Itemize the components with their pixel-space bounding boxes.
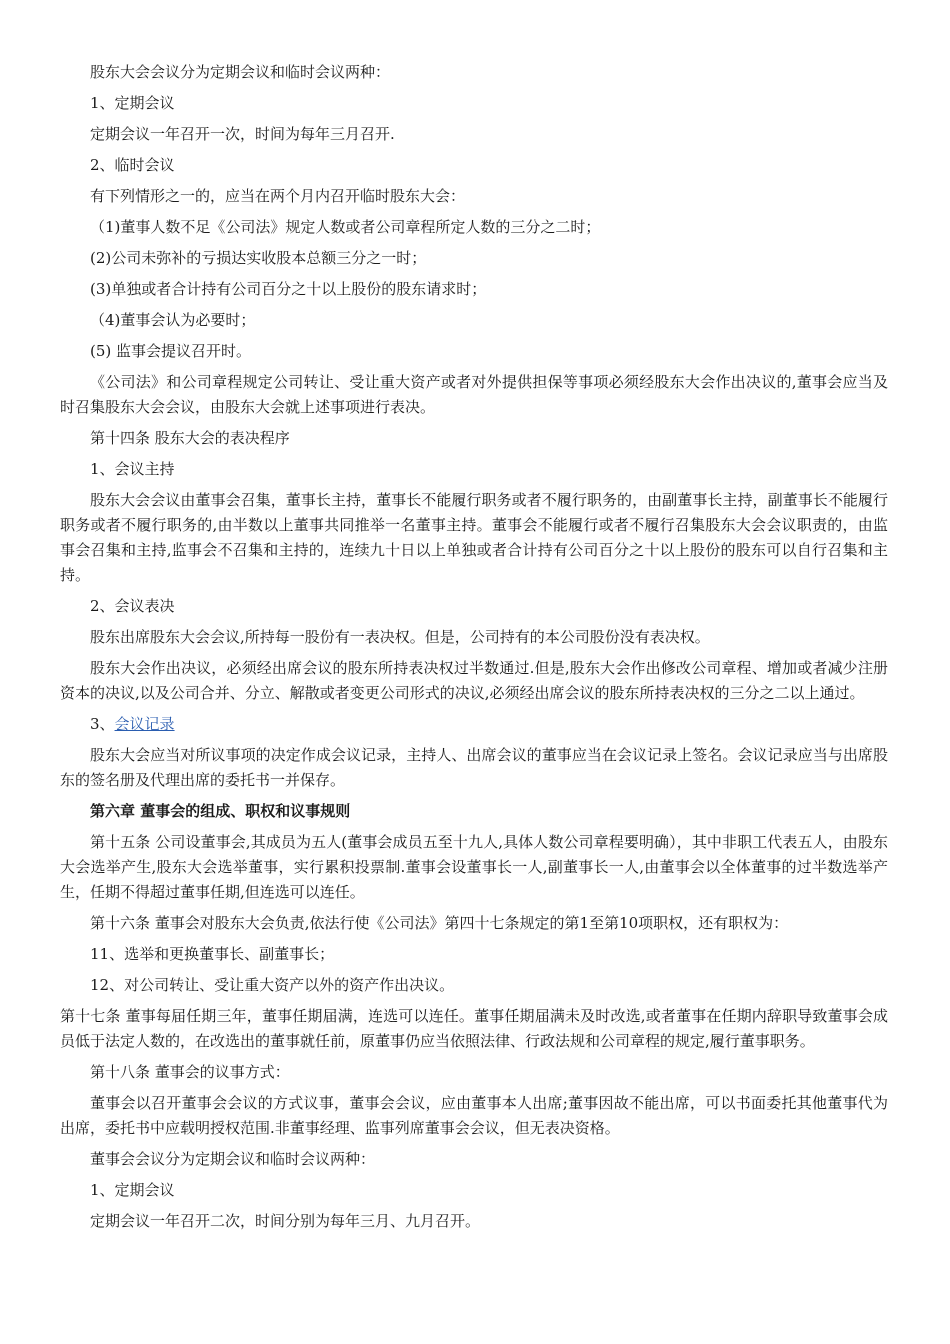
paragraph-3: 定期会议一年召开一次，时间为每年三月召开. [90,125,395,143]
chapter-heading: 第六章 董事会的组成、职权和议事规则 [90,802,351,820]
paragraph-4: 2、临时会议 [90,156,175,174]
paragraph-21: 第十五条 公司设董事会,其成员为五人(董事会成员五至十九人,具体人数公司章程要明确），其中非职工代表五人，由股东大会选举产生,股东大会选举董事，实行累积投票制.董事会设董事长一人,副董事长一人,由董事会以全体董事的过半数选举产生，任期不得超过董事任期,但连选可以连任。 [60,833,888,901]
paragraph-22: 第十六条 董事会对股东大会负责,依法行使《公司法》第四十七条规定的第1至第10项职权，还有职权为： [90,914,789,932]
paragraph-25: 第十七条 董事每届任期三年，董事任期届满，连选可以连任。董事任期届满未及时改选,或者董事在任期内辞职导致董事会成员低于法定人数的，在改选出的董事就任前，原董事仍应当依照法律、行政法规和公司章程的规定,履行董事职务。 [60,1007,888,1050]
paragraph-18 [60,712,888,737]
paragraph-27: 董事会以召开董事会会议的方式议事，董事会会议，应由董事本人出席;董事因故不能出席，可以书面委托其他董事代为出席，委托书中应载明授权范围.非董事经理、监事列席董事会会议，但无表决资格。 [60,1094,888,1137]
paragraph-28: 董事会会议分为定期会议和临时会议两种： [90,1150,376,1168]
paragraph-16: 股东出席股东大会会议,所持每一股份有一表决权。但是，公司持有的本公司股份没有表决权。 [90,628,710,646]
paragraph-10: (5) 监事会提议召开时。 [90,342,252,360]
paragraph-13: 1、会议主持 [90,460,175,478]
paragraph-29: 1、定期会议 [90,1181,175,1199]
paragraph-24: 12、对公司转让、受让重大资产以外的资产作出决议。 [90,976,455,994]
paragraph-14: 股东大会会议由董事会召集，董事长主持，董事长不能履行职务或者不履行职务的，由副董事长主持，副董事长不能履行职务或者不履行职务的,由半数以上董事共同推举一名董事主持。董事会不能履行或者不履行召集股东大会会议职责的，由监事会召集和主持,监事会不召集和主持的，连续九十日以上单独或者合计持有公司百分之十以上股份的股东可以自行召集和主持。 [60,491,888,584]
paragraph-5: 有下列情形之一的，应当在两个月内召开临时股东大会： [90,187,466,205]
paragraph-11: 《公司法》和公司章程规定公司转让、受让重大资产或者对外提供担保等事项必须经股东大会作出决议的,董事会应当及时召集股东大会会议，由股东大会就上述事项进行表决。 [60,373,888,416]
paragraph-19: 股东大会应当对所议事项的决定作成会议记录，主持人、出席会议的董事应当在会议记录上签名。会议记录应当与出席股东的签名册及代理出席的委托书一并保存。 [60,746,888,789]
paragraph-15: 2、会议表决 [90,597,175,615]
paragraph-9: （4)董事会认为必要时； [90,311,256,329]
paragraph-7: (2)公司未弥补的亏损达实收股本总额三分之一时； [90,249,427,267]
paragraph-8: (3)单独或者合计持有公司百分之十以上股份的股东请求时； [90,280,487,298]
paragraph-6: （1)董事人数不足《公司法》规定人数或者公司章程所定人数的三分之二时； [90,218,601,236]
paragraph-2: 1、定期会议 [90,94,175,112]
paragraph-12: 第十四条 股东大会的表决程序 [90,429,290,447]
meeting-minutes-link[interactable]: 会议记录 [114,715,175,733]
paragraph-30: 定期会议一年召开二次，时间分别为每年三月、九月召开。 [90,1212,481,1230]
paragraph-23: 11、选举和更换董事长、副董事长； [90,945,335,963]
paragraph-17: 股东大会作出决议，必须经出席会议的股东所持表决权过半数通过.但是,股东大会作出修改公司章程、增加或者减少注册资本的决议,以及公司合并、分立、解散或者变更公司形式的决议,必须经出席会议的股东所持表决权的三分之二以上通过。 [60,659,888,702]
paragraph-26: 第十八条 董事会的议事方式： [90,1063,290,1081]
paragraph-18-prefix: 3、 [90,715,115,733]
paragraph-1: 股东大会会议分为定期会议和临时会议两种： [90,63,391,81]
